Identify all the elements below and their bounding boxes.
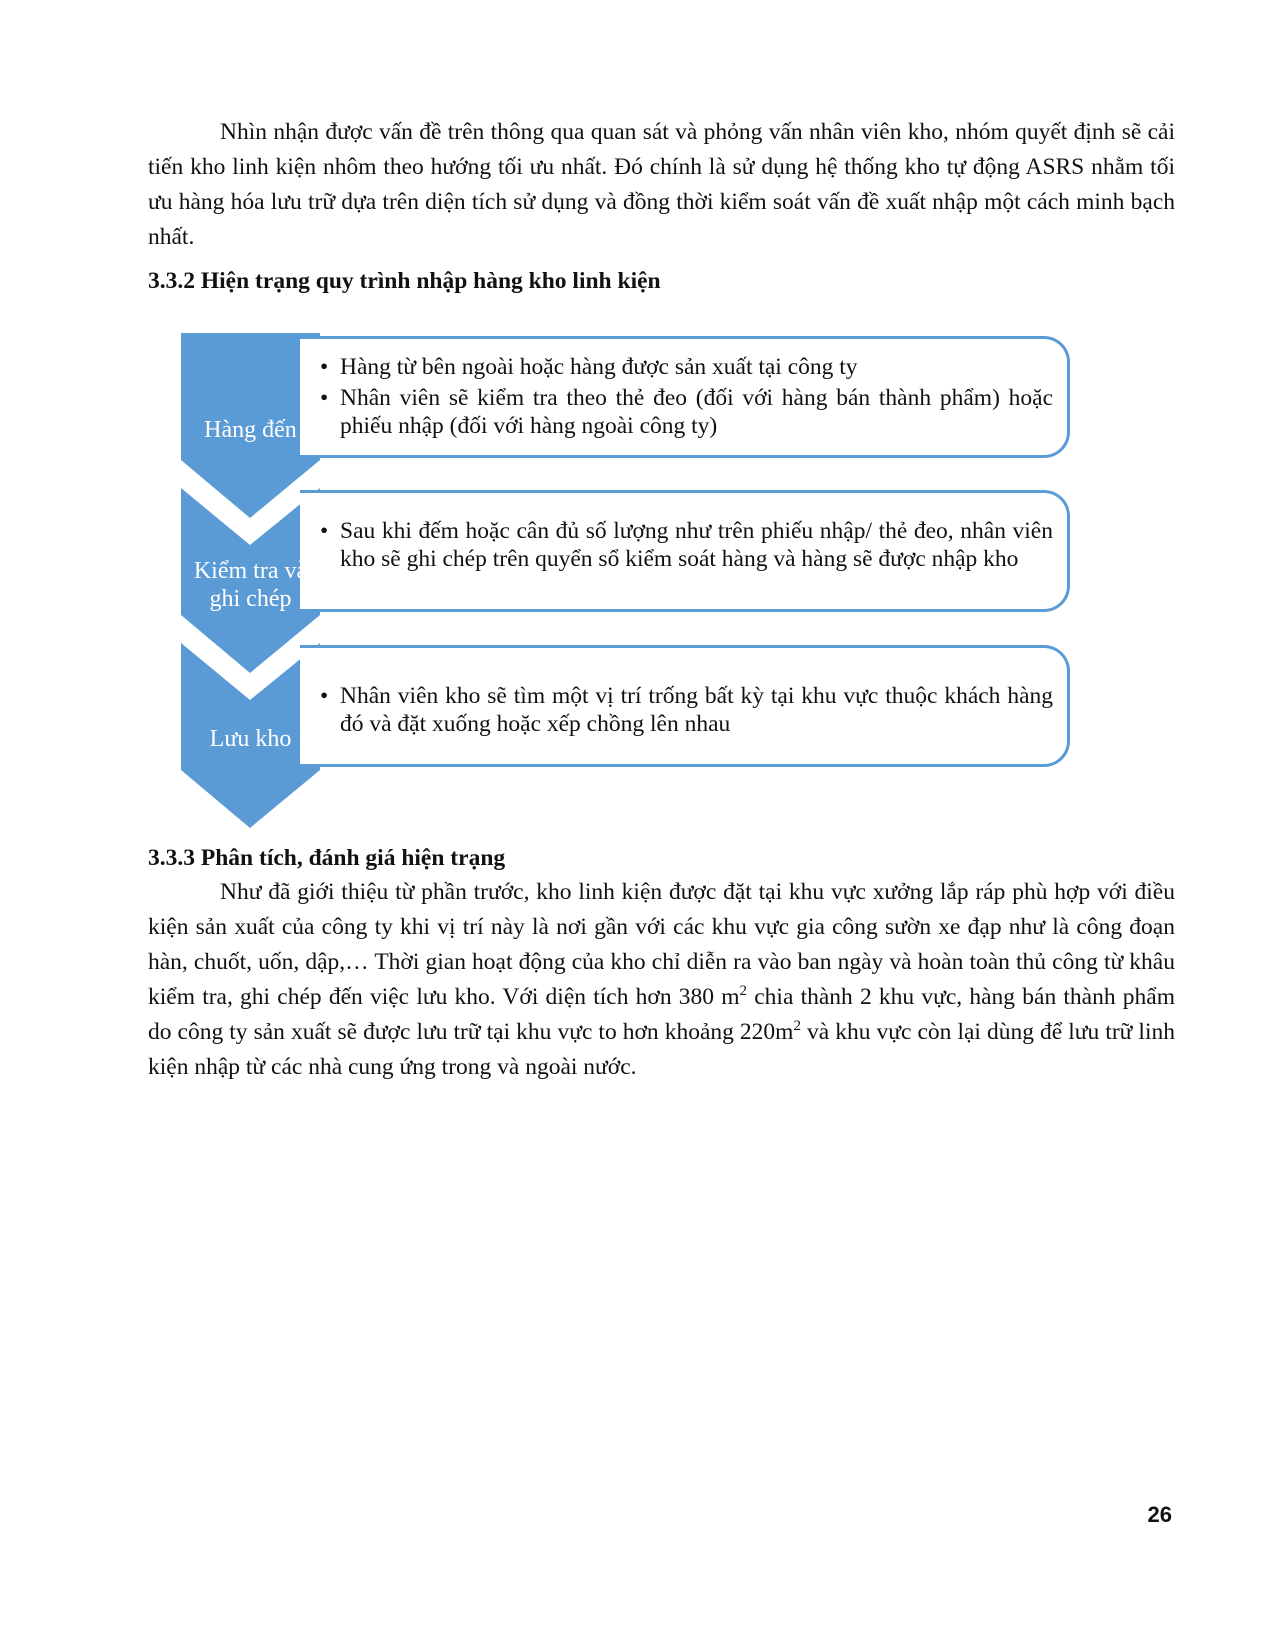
step-2-bullet-1: • Sau khi đếm hoặc cân đủ số lượng như trên phiếu nhập/ thẻ đeo, nhân viên kho sẽ ghi chép trên quyển sổ kiểm soát hàng và hàng sẽ được nhập kho [340,517,1053,573]
analysis-text-3: và khu vực còn lại dùng để lưu trữ linh kiện nhập từ các nhà cung ứng trong và ngoài nước. [148,1019,1175,1080]
step-3-label: Lưu kho [209,726,292,752]
analysis-paragraph [148,875,1175,1085]
step-2-box [300,490,1070,612]
step-1-bullet-1: • Hàng từ bên ngoài hoặc hàng được sản xuất tại công ty [340,353,1053,381]
page-number: 26 [1147,1502,1172,1527]
analysis-text-1: Như đã giới thiệu từ phần trước, kho linh kiện được đặt tại khu vực xưởng lắp ráp phù hợp với điều kiện sản xuất của công ty khi vị trí này là nơi gần với các khu vực gia công sườn xe đạp như là công đoạn hàn, chuốt, uốn, dập,… Thời gian hoạt động của kho chỉ diễn ra vào ban ngày và hoàn toàn thủ công từ khâu kiểm tra, ghi chép đến việc lưu kho. Với diện tích hơn 380 m [148,879,1175,1010]
analysis-superscript-2: 2 [793,1018,801,1035]
step-2-label: Kiểm tra và ghi chép [193,558,308,612]
intro-paragraph: Nhìn nhận được vấn đề trên thông qua quan sát và phỏng vấn nhân viên kho, nhóm quyết định sẽ cải tiến kho linh kiện nhôm theo hướng tối ưu nhất. Đó chính là sử dụng hệ thống kho tự động ASRS nhằm tối ưu hàng hóa lưu trữ dựa trên diện tích sử dụng và đồng thời kiểm soát vấn đề xuất nhập một cách minh bạch nhất. [148,119,1175,250]
step-1-bullet-2: • Nhân viên sẽ kiểm tra theo thẻ đeo (đối với hàng bán thành phẩm) hoặc phiếu nhập (đối với hàng ngoài công ty) [340,384,1053,440]
step-3-box [300,645,1070,767]
step-3-bullet-1: • Nhân viên kho sẽ tìm một vị trí trống bất kỳ tại khu vực thuộc khách hàng đó và đặt xuống hoặc xếp chồng lên nhau [340,682,1053,738]
analysis-superscript-1: 2 [739,983,748,1000]
step-1-label: Hàng đến [204,417,297,443]
section-332-heading: 3.3.2 Hiện trạng quy trình nhập hàng kho linh kiện [148,268,661,294]
analysis-text-2: chia thành 2 khu vực, hàng bán thành phẩm do công ty sản xuất sẽ được lưu trữ tại khu vực to hơn khoảng 220m [148,984,1176,1045]
step-1-box [300,336,1070,458]
section-333-heading: 3.3.3 Phân tích, đánh giá hiện trạng [148,845,506,871]
